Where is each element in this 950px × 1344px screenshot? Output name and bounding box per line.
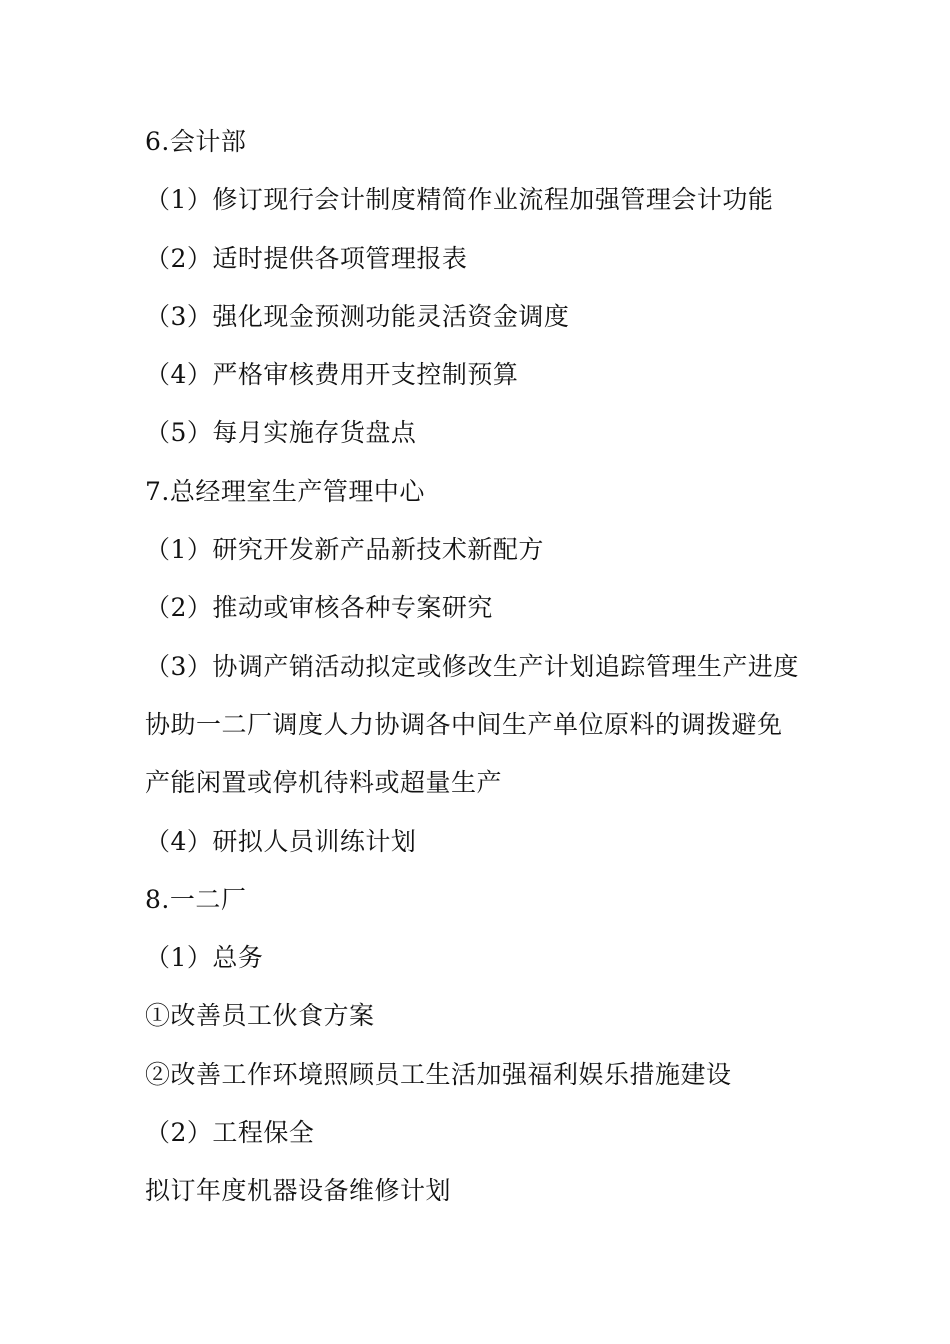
list-item: （2）工程保全 bbox=[145, 1118, 315, 1148]
list-item: （1）总务 bbox=[145, 943, 264, 973]
section-heading-production-center: 7.总经理室生产管理中心 bbox=[145, 476, 425, 506]
section-heading-factories: 8.一二厂 bbox=[145, 884, 247, 914]
list-item: （4）严格审核费用开支控制预算 bbox=[145, 360, 519, 390]
list-item: （4）研拟人员训练计划 bbox=[145, 826, 417, 856]
paragraph-line: ②改善工作环境照顾员工生活加强福利娱乐措施建设 bbox=[145, 1059, 732, 1089]
list-item: （5）每月实施存货盘点 bbox=[145, 418, 417, 448]
paragraph-line: 协助一二厂调度人力协调各中间生产单位原料的调拨避免 bbox=[145, 709, 783, 739]
list-item: （2）适时提供各项管理报表 bbox=[145, 243, 468, 273]
list-item: （2）推动或审核各种专案研究 bbox=[145, 593, 493, 623]
paragraph-line: ①改善员工伙食方案 bbox=[145, 1001, 375, 1031]
section-heading-accounting: 6.会计部 bbox=[145, 127, 247, 156]
list-item: （3）强化现金预测功能灵活资金调度 bbox=[145, 301, 570, 331]
paragraph-line: 拟订年度机器设备维修计划 bbox=[145, 1176, 452, 1206]
list-item: （3）协调产销活动拟定或修改生产计划追踪管理生产进度 bbox=[145, 651, 799, 681]
list-item: （1）修订现行会计制度精简作业流程加强管理会计功能 bbox=[145, 185, 774, 215]
list-item: （1）研究开发新产品新技术新配方 bbox=[145, 535, 544, 565]
paragraph-line: 产能闲置或停机待料或超量生产 bbox=[145, 768, 503, 798]
document-body bbox=[145, 122, 825, 1230]
